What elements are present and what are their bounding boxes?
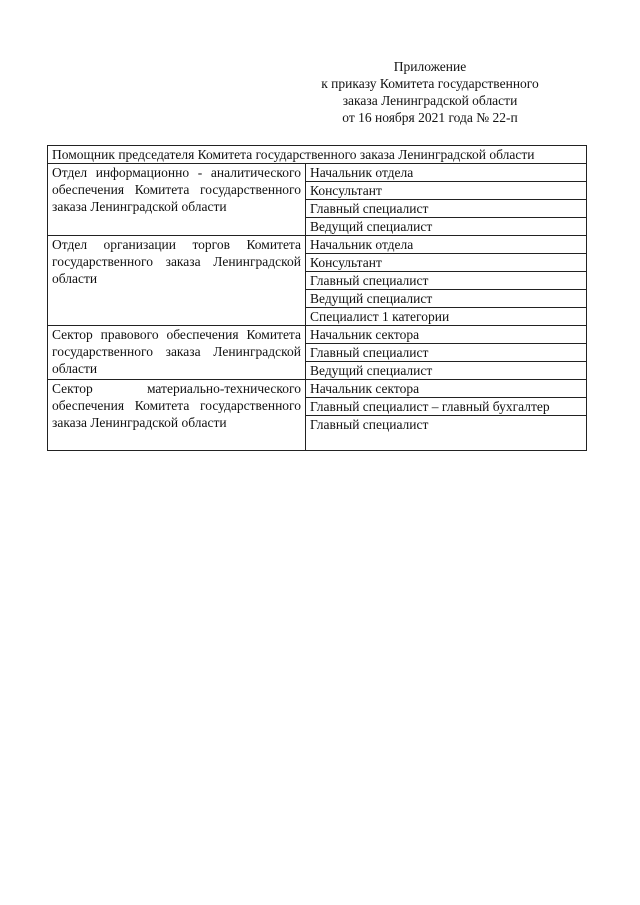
position-cell: Главный специалист [306,344,587,362]
position-cell: Начальник отдела [306,164,587,182]
position-cell: Главный специалист [306,272,587,290]
table-row [48,164,587,182]
department-name-cell: Сектор материально-технического обеспечения Комитета государственного заказа Ленинградской области [48,380,306,451]
position-cell: Главный специалист [306,200,587,218]
table-row [48,380,587,398]
appendix-header [300,58,560,126]
position-cell: Ведущий специалист [306,218,587,236]
position-cell: Ведущий специалист [306,362,587,380]
table-row [48,146,587,164]
assistant-chairman-cell: Помощник председателя Комитета государственного заказа Ленинградской области [48,146,587,164]
department-name-cell: Сектор правового обеспечения Комитета государственного заказа Ленинградской области [48,326,306,380]
position-cell: Начальник сектора [306,326,587,344]
structure-table [47,145,587,451]
table-row [48,236,587,254]
appendix-order-line: к приказу Комитета государственного [321,76,539,91]
appendix-org-line: заказа Ленинградской области [342,93,518,108]
appendix-title: Приложение [393,59,467,74]
table-row [48,326,587,344]
position-cell: Главный специалист – главный бухгалтер [306,398,587,416]
position-cell: Начальник отдела [306,236,587,254]
department-name-cell: Отдел информационно - аналитического обеспечения Комитета государственного заказа Ленинградской области [48,164,306,236]
position-cell: Ведущий специалист [306,290,587,308]
position-cell: Консультант [306,182,587,200]
position-cell: Консультант [306,254,587,272]
appendix-date-line: от 16 ноября 2021 года № 22-п [342,110,518,125]
position-cell: Специалист 1 категории [306,308,587,326]
position-cell: Главный специалист [306,416,587,451]
department-name-cell: Отдел организации торгов Комитета государственного заказа Ленинградской области [48,236,306,326]
position-cell: Начальник сектора [306,380,587,398]
